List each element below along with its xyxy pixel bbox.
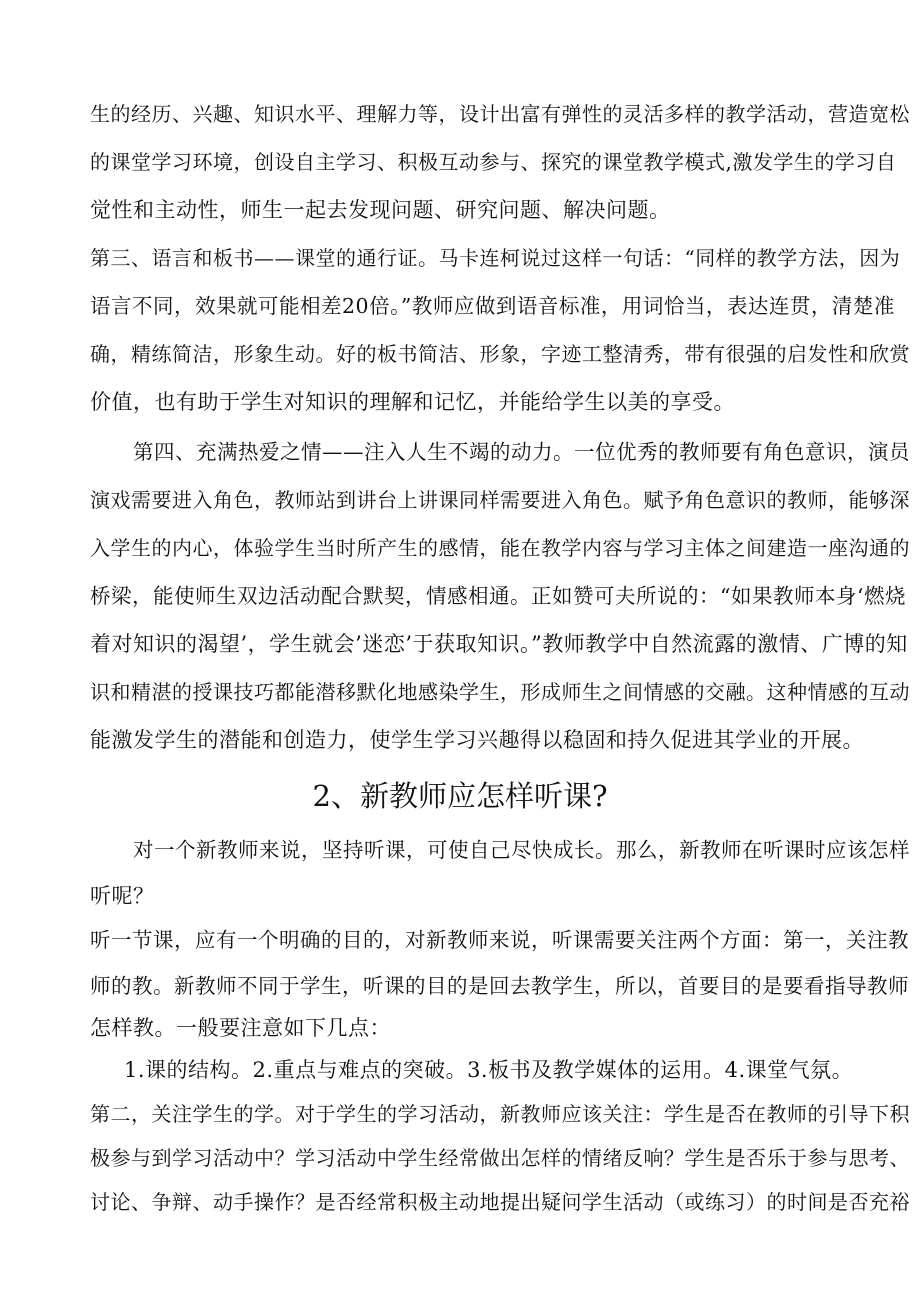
paragraph-3-line-7: 能激发学生的潜能和创造力，使学生学习兴趣得以稳固和持久促进其学业的开展。 bbox=[90, 728, 864, 752]
paragraph-3-line-1: 第四、充满热爱之情——注入人生不竭的动力。一位优秀的教师要有角色意识，演员 bbox=[133, 440, 910, 464]
paragraph-1-line-3: 觉性和主动性，师生一起去发现问题、研究问题、解决问题。 bbox=[90, 198, 671, 222]
paragraph-3-line-6: 识和精湛的授课技巧都能潜移默化地感染学生，形成师生之间情感的交融。这种情感的互动 bbox=[90, 680, 910, 704]
paragraph-2-line-1: 第三、语言和板书——课堂的通行证。马卡连柯说过这样一句话：“同样的教学方法，因为 bbox=[90, 246, 901, 270]
section-heading: 2、新教师应怎样听课? bbox=[312, 779, 608, 813]
key-points-line: 1.课的结构。2.重点与难点的突破。3.板书及教学媒体的运用。4.课堂气氛。 bbox=[124, 1058, 854, 1082]
paragraph-2-line-2: 语言不同，效果就可能相差20倍。”教师应做到语音标准，用词恰当，表达连贯，清楚准 bbox=[90, 294, 895, 318]
paragraph-7-line-3: 讨论、争辩、动手操作？是否经常积极主动地提出疑问学生活动（或练习）的时间是否充裕 bbox=[90, 1190, 910, 1214]
paragraph-3-line-2: 演戏需要进入角色，教师站到讲台上讲课同样需要进入角色。赋予角色意识的教师，能够深 bbox=[90, 488, 910, 512]
paragraph-5-line-3: 怎样教。一般要注意如下几点： bbox=[90, 1016, 391, 1040]
paragraph-7-line-1: 第二，关注学生的学。对于学生的学习活动，新教师应该关注：学生是否在教师的引导下积 bbox=[90, 1102, 910, 1126]
paragraph-1-line-1: 生的经历、兴趣、知识水平、理解力等，设计出富有弹性的灵活多样的教学活动，营造宽松 bbox=[90, 102, 910, 126]
paragraph-3-line-4: 桥梁，能使师生双边活动配合默契，情感相通。正如赞可夫所说的：“如果教师本身‘燃烧 bbox=[90, 584, 906, 608]
paragraph-3-line-5: 着对知识的渴望’，学生就会’迷恋’于获取知识。”教师教学中自然流露的激情、广博的知 bbox=[90, 632, 908, 656]
paragraph-5-line-1: 听一节课，应有一个明确的目的，对新教师来说，听课需要关注两个方面：第一，关注教 bbox=[90, 928, 909, 952]
paragraph-5-line-2: 师的教。新教师不同于学生，听课的目的是回去教学生，所以，首要目的是要看指导教师 bbox=[90, 974, 909, 998]
paragraph-2-line-3: 确，精练简洁，形象生动。好的板书简洁、形象，字迹工整清秀，带有很强的启发性和欣赏 bbox=[90, 342, 910, 366]
paragraph-3-line-3: 入学生的内心，体验学生当时所产生的感情，能在教学内容与学习主体之间建造一座沟通的 bbox=[90, 536, 910, 560]
paragraph-7-line-2: 极参与到学习活动中？学习活动中学生经常做出怎样的情绪反响？学生是否乐于参与思考、 bbox=[90, 1146, 910, 1170]
paragraph-2-line-4: 价值，也有助于学生对知识的理解和记忆，并能给学生以美的享受。 bbox=[90, 390, 735, 414]
paragraph-4-line-2: 听呢？ bbox=[90, 884, 155, 908]
paragraph-1-line-2: 的课堂学习环境，创设自主学习、积极互动参与、探究的课堂教学模式,激发学生的学习自 bbox=[90, 150, 897, 174]
paragraph-4-line-1: 对一个新教师来说，坚持听课，可使自己尽快成长。那么，新教师在听课时应该怎样 bbox=[133, 838, 910, 862]
